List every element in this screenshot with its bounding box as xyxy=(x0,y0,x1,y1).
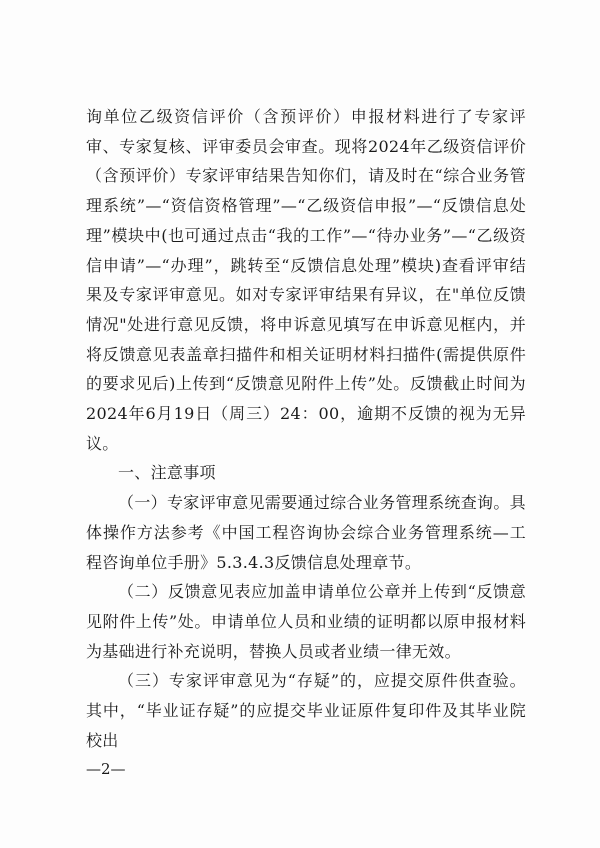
paragraph-note-1: （一）专家评审意见需要通过综合业务管理系统查询。具体操作方法参考《中国工程咨询协会综合业务管理系统—工程咨询单位手册》5.3.4.3反馈信息处理章节。 xyxy=(86,493,526,572)
section-heading-notes: 一、注意事项 xyxy=(118,463,216,483)
paragraph-intro: 询单位乙级资信评价（含预评价）申报材料进行了专家评审、专家复核、评审委员会审查。现将2024年乙级资信评价（含预评价）专家评审结果告知你们，请及时在“综合业务管理系统”—“资信资格管理”—“乙级资信申报”—“反馈信息处理”模块中(也可通过点击“我的工作”—“待办业务”—“乙级资信申请”—“办理”，跳转至“反馈信息处理”模块)查看评审结果及专家评审意见。如对专家评审结果有异议，在"单位反馈情况"处进行意见反馈，将申诉意见填写在申诉意见框内，并将反馈意见表盖章扫描件和相关证明材料扫描件(需提供原件的要求见后)上传到“反馈意见附件上传”处。反馈截止时间为2024年6月19日（周三）24：00，逾期不反馈的视为无异议。 xyxy=(86,107,526,453)
document-body xyxy=(86,102,526,755)
paragraph-note-3: （三）专家评审意见为“存疑”的，应提交原件供查验。其中，“毕业证存疑”的应提交毕业证原件复印件及其毕业院校出 xyxy=(86,671,526,750)
paragraph-note-2: （二）反馈意见表应加盖申请单位公章并上传到“反馈意见附件上传”处。申请单位人员和业绩的证明都以原申报材料为基础进行补充说明，替换人员或者业绩一律无效。 xyxy=(86,582,526,661)
page-number: —2— xyxy=(86,760,126,778)
